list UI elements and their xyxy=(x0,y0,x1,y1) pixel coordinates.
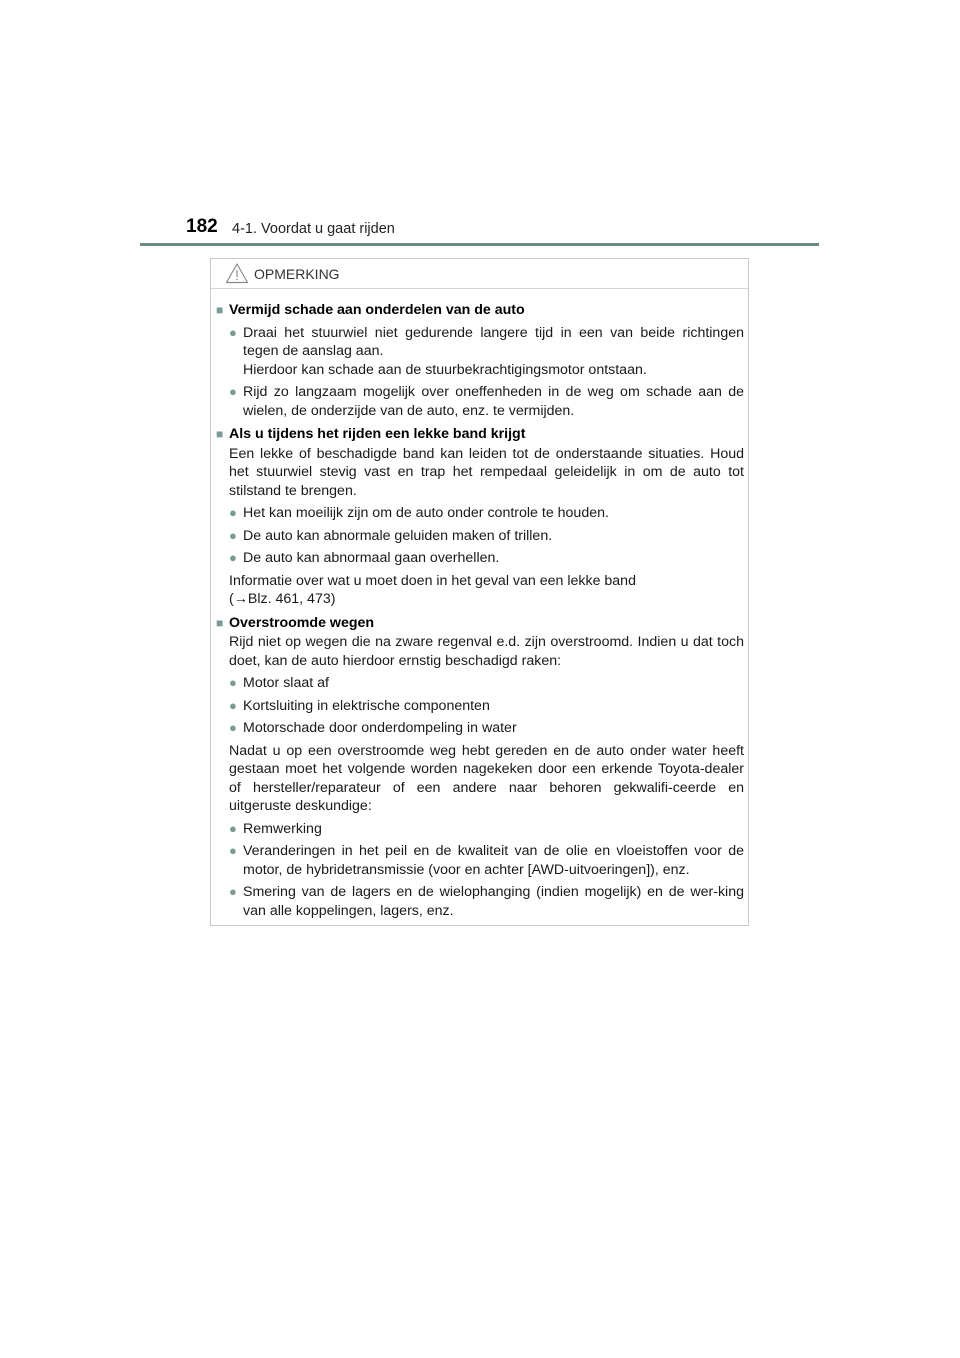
list-item-text xyxy=(243,324,744,380)
dot-bullet-icon: ● xyxy=(229,884,237,899)
notice-body xyxy=(216,301,744,920)
list-item xyxy=(229,324,744,380)
dot-bullet-icon: ● xyxy=(229,720,237,735)
list-item-line: Draai het stuurwiel niet gedurende langere tijd in een van beide richtingen tegen de aanslag aan. xyxy=(243,324,744,359)
section-heading xyxy=(216,301,744,320)
section-outro xyxy=(229,572,744,609)
list-item-text: Rijd zo langzaam mogelijk over oneffenheden in de weg om schade aan de wielen, de onderzijde van de auto, enz. te vermijden. xyxy=(243,384,744,419)
section-avoid-damage xyxy=(216,301,744,420)
dot-bullet-icon: ● xyxy=(229,675,237,690)
list-item-text: De auto kan abnormaal gaan overhellen. xyxy=(243,550,500,566)
list-item-text: Remwerking xyxy=(243,820,322,837)
list-item xyxy=(229,549,744,568)
list-item xyxy=(229,674,744,693)
list-item-extra: Hierdoor kan schade aan de stuurbekrachtigingsmotor ontstaan. xyxy=(243,361,647,378)
square-bullet-icon: ■ xyxy=(216,303,224,317)
section-flat-tire xyxy=(216,425,744,609)
list-item-text: Motor slaat af xyxy=(243,675,329,691)
dot-bullet-icon: ● xyxy=(229,324,237,340)
list-item-text: Het kan moeilijk zijn om de auto onder controle te houden. xyxy=(243,505,609,521)
list-item xyxy=(229,842,744,879)
list-item xyxy=(229,719,744,738)
square-bullet-icon: ■ xyxy=(216,427,224,441)
list-item xyxy=(229,383,744,420)
list-item-text: Veranderingen in het peil en de kwaliteit van de olie en vloeistoffen voor de motor, de hybridetransmissie (voor en achter [AWD-uitvoeringen]), enz. xyxy=(243,843,744,878)
list-item xyxy=(229,504,744,523)
list-item xyxy=(229,820,744,839)
dot-bullet-icon: ● xyxy=(229,697,237,713)
page-number: 182 xyxy=(186,216,218,237)
section-intro: Een lekke of beschadigde band kan leiden tot de onderstaande situaties. Houd het stuurwiel stevig vast en trap het rempedaal geleidelijk in om de auto tot stilstand te brengen. xyxy=(229,445,744,499)
section-heading-text: Overstroomde wegen xyxy=(229,614,375,631)
header-rule xyxy=(140,243,819,246)
square-bullet-icon: ■ xyxy=(216,615,224,630)
dot-bullet-icon: ● xyxy=(229,527,237,543)
list-item-text: Smering van de lagers en de wielophanging (indien mogelijk) en de wer-king van alle koppelingen, lagers, enz. xyxy=(243,884,744,919)
dot-bullet-icon: ● xyxy=(229,384,237,399)
notice-box xyxy=(210,258,749,926)
section-heading-text: Vermijd schade aan onderdelen van de auto xyxy=(229,302,525,318)
section-intro: Rijd niet op wegen die na zware regenval e.d. zijn overstroomd. Indien u dat toch doet, kan de auto hierdoor ernstig beschadigd raken: xyxy=(229,634,744,669)
dot-bullet-icon: ● xyxy=(229,843,237,858)
section-middle-text: Nadat u op een overstroomde weg hebt gereden en de auto onder water heeft gestaan moet het volgende worden nagekeken door een erkende Toyota-dealer of hersteller/reparateur of een andere naar behoren gekwalifi-ceerde en uitgeruste deskundige: xyxy=(229,742,744,814)
section-heading-text: Als u tijdens het rijden een lekke band krijgt xyxy=(229,426,526,442)
list-item-text: Motorschade door onderdompeling in water xyxy=(243,720,517,736)
list-item xyxy=(229,697,744,716)
list-item-text: De auto kan abnormale geluiden maken of trillen. xyxy=(243,527,553,544)
warning-triangle-icon xyxy=(225,262,249,284)
notice-header xyxy=(211,259,748,289)
outro-line: Informatie over wat u moet doen in het geval van een lekke band xyxy=(229,572,636,589)
list-item-text: Kortsluiting in elektrische componenten xyxy=(243,697,490,714)
section-title: 4-1. Voordat u gaat rijden xyxy=(232,221,395,237)
section-heading xyxy=(216,614,744,633)
dot-bullet-icon: ● xyxy=(229,550,237,565)
dot-bullet-icon: ● xyxy=(229,505,237,520)
section-flooded-roads xyxy=(216,614,744,921)
list-item xyxy=(229,883,744,920)
notice-label: OPMERKING xyxy=(254,266,340,282)
section-heading xyxy=(216,425,744,444)
list-item xyxy=(229,527,744,546)
page-reference-link[interactable]: (→Blz. 461, 473) xyxy=(229,591,336,607)
dot-bullet-icon: ● xyxy=(229,820,237,836)
